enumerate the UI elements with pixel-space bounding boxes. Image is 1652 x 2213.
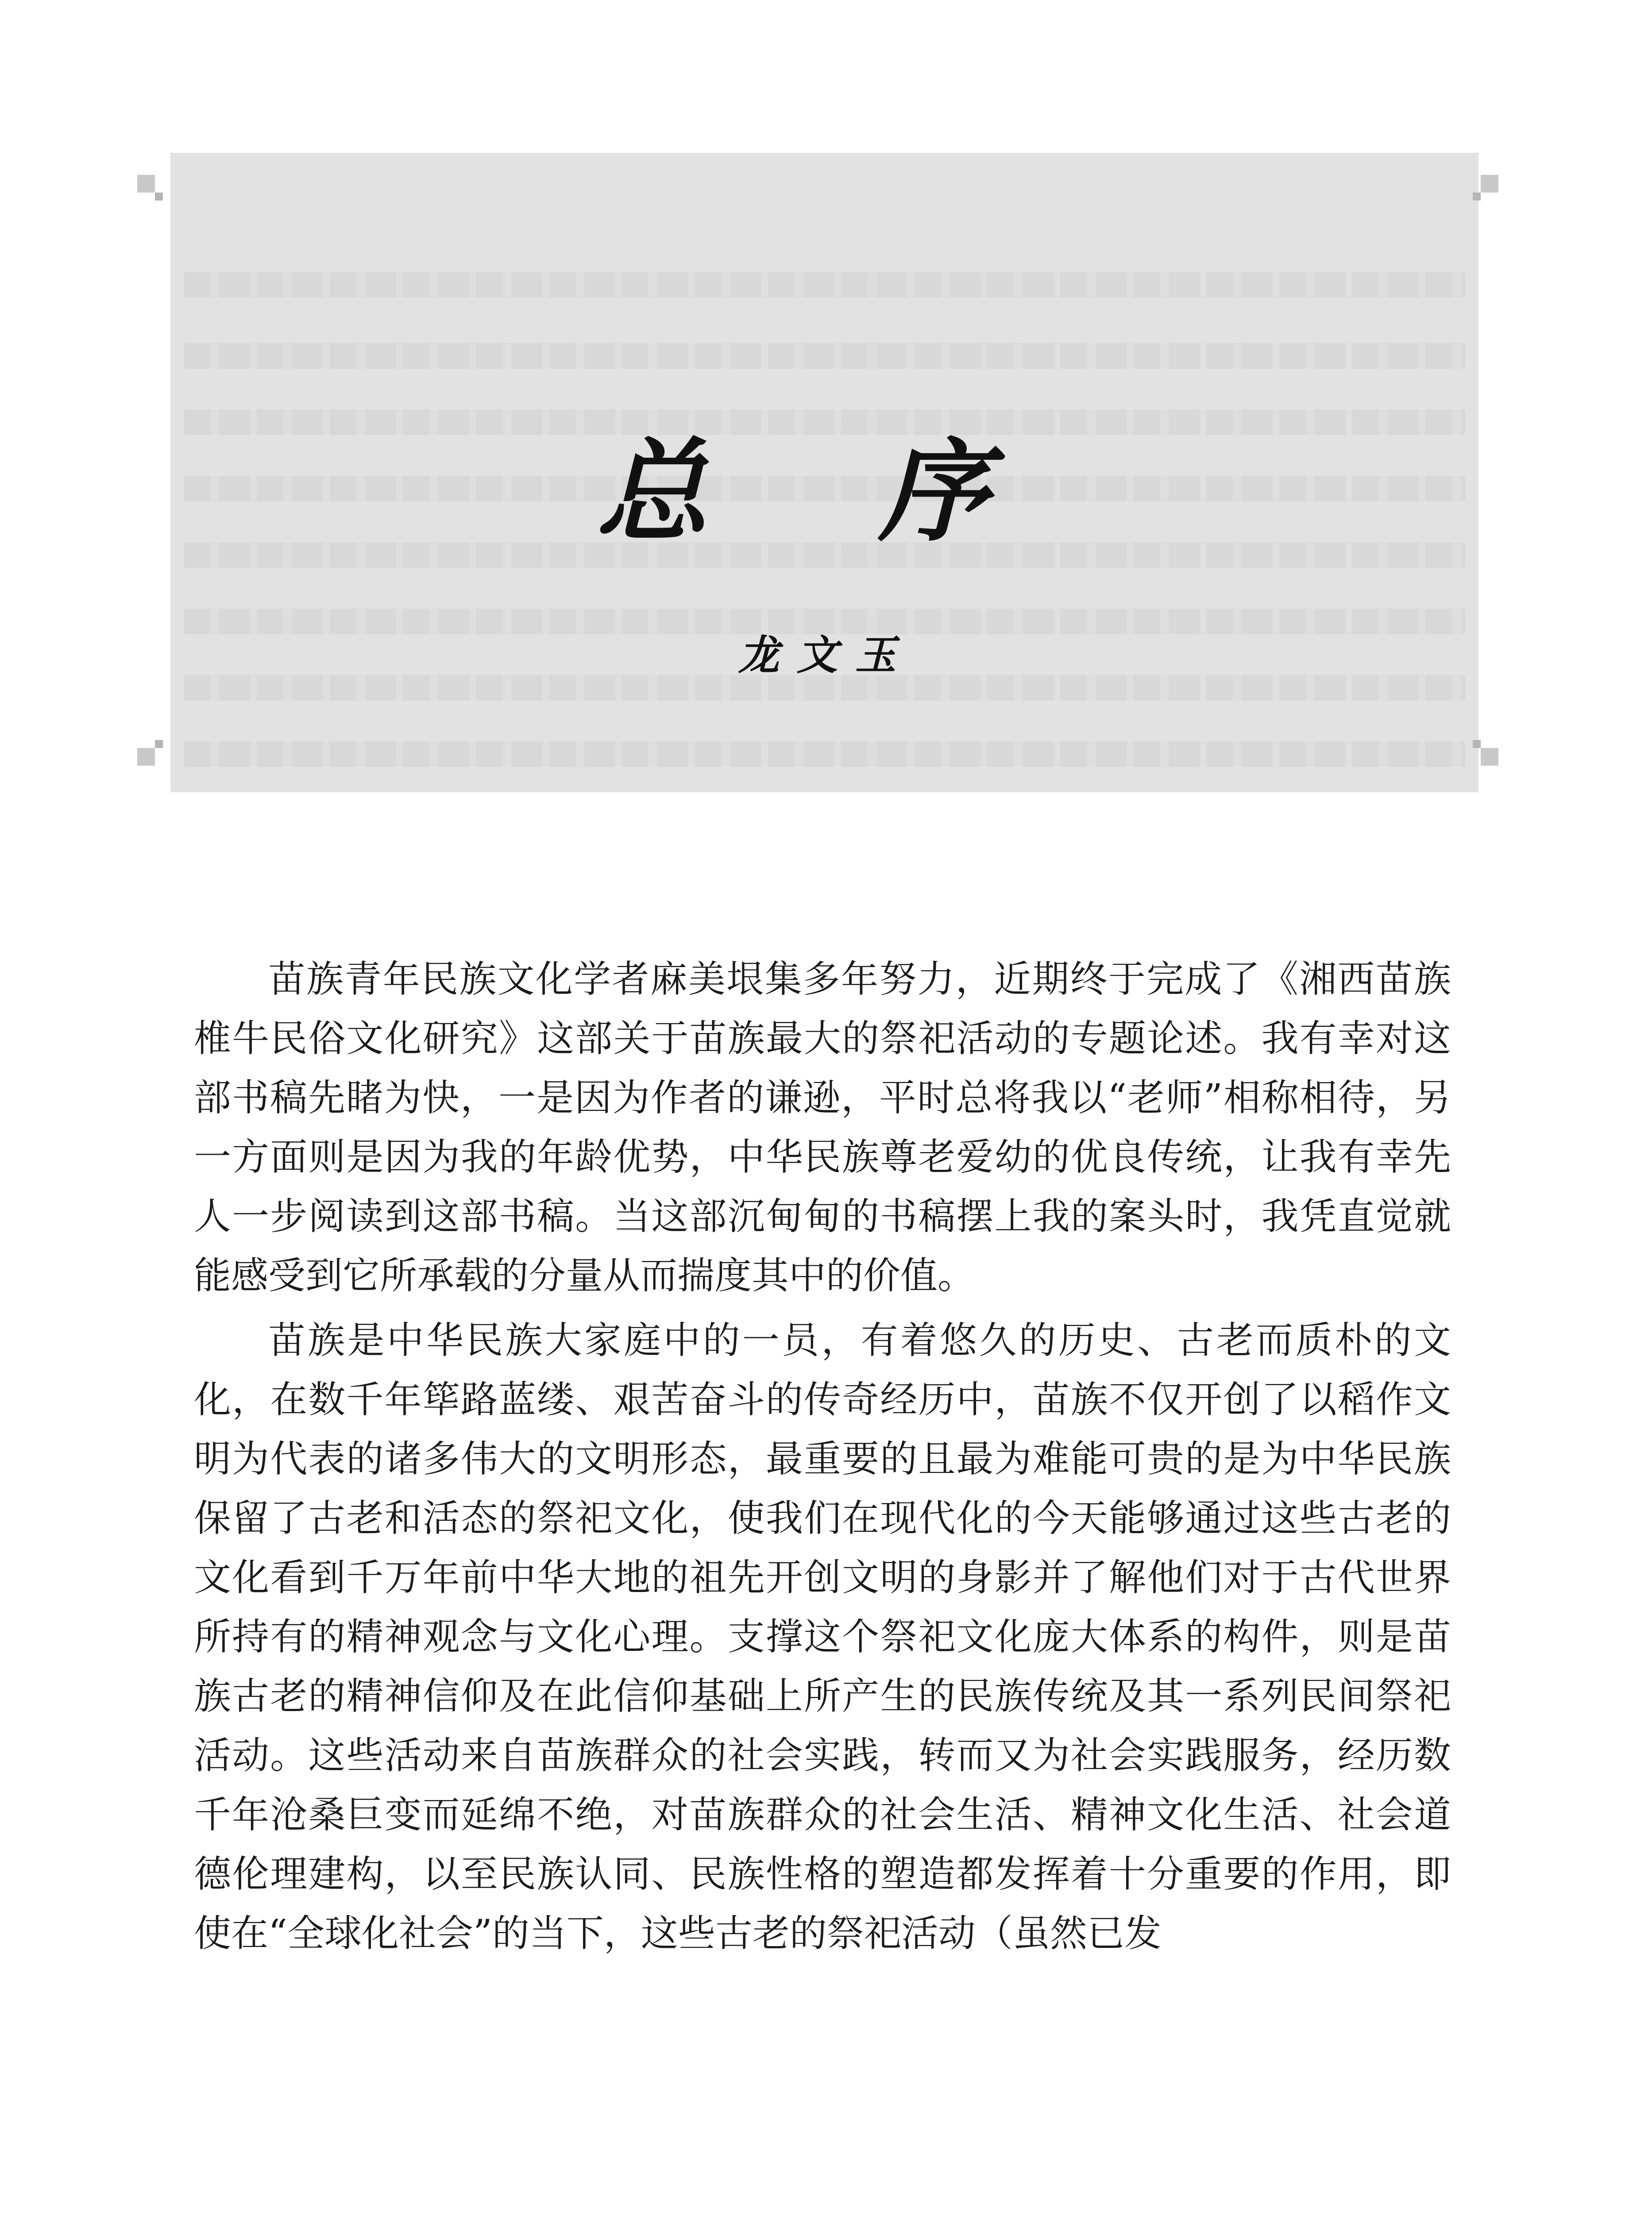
corner-ornament-top-left (137, 175, 155, 193)
corner-ornament-bottom-left (137, 748, 155, 766)
paragraph-1: 苗族青年民族文化学者麻美垠集多年努力，近期终于完成了《湘西苗族椎牛民俗文化研究》这部关于苗族最大的祭祀活动的专题论述。我有幸对这部书稿先睹为快，一是因为作者的谦逊，平时总将我以“老师”相称相待，另一方面则是因为我的年龄优势，中华民族尊老爱幼的优良传统，让我有幸先人一步阅读到这部书稿。当这部沉甸甸的书稿摆上我的案头时，我凭直觉就能感受到它所承载的分量从而揣度其中的价值。 (194, 957, 1451, 1297)
corner-ornament-bottom-right (1481, 748, 1498, 766)
author-name: 龙文玉 (738, 631, 914, 679)
body-text (194, 949, 1451, 1968)
page-title: 总 序 (596, 426, 1056, 556)
paragraph-2: 苗族是中华民族大家庭中的一员，有着悠久的历史、古老而质朴的文化，在数千年筚路蓝缕、艰苦奋斗的传奇经历中，苗族不仅开创了以稻作文明为代表的诸多伟大的文明形态，最重要的且最为难能可贵的是为中华民族保留了古老和活态的祭祀文化，使我们在现代化的今天能够通过这些古老的文化看到千万年前中华大地的祖先开创文明的身影并了解他们对于古代世界所持有的精神观念与文化心理。支撑这个祭祀文化庞大体系的构件，则是苗族古老的精神信仰及在此信仰基础上所产生的民族传统及其一系列民间祭祀活动。这些活动来自苗族群众的社会实践，转而又为社会实践服务，经历数千年沧桑巨变而延绵不绝，对苗族群众的社会生活、精神文化生活、社会道德伦理建构，以至民族认同、民族性格的塑造都发挥着十分重要的作用，即使在“全球化社会”的当下，这些古老的祭祀活动（虽然已发 (194, 1319, 1451, 1955)
corner-ornament-top-right (1481, 175, 1498, 193)
